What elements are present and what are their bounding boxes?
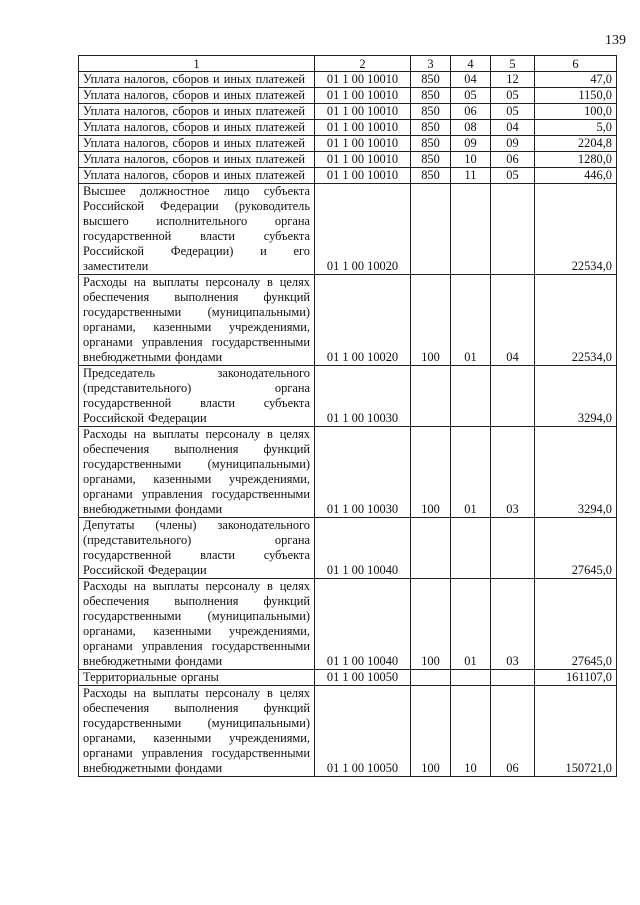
row-code: 01 1 00 10010 xyxy=(315,104,411,120)
row-name: Уплата налогов, сборов и иных платежей xyxy=(79,88,315,104)
budget-table xyxy=(78,55,617,777)
row-pr: 06 xyxy=(491,686,535,777)
row-code: 01 1 00 10010 xyxy=(315,120,411,136)
row-vr xyxy=(411,184,451,275)
row-sum: 27645,0 xyxy=(535,518,617,579)
row-vr: 850 xyxy=(411,152,451,168)
table-row xyxy=(79,120,617,136)
row-name: Расходы на выплаты персоналу в целях обеспечения выполнения функций государственными (муниципальными) органами, казенными учреждениями, органами управления государственными внебюджетными фондами xyxy=(79,427,315,518)
row-rz: 11 xyxy=(451,168,491,184)
row-rz: 01 xyxy=(451,579,491,670)
row-code: 01 1 00 10040 xyxy=(315,579,411,670)
row-code: 01 1 00 10010 xyxy=(315,88,411,104)
row-pr: 05 xyxy=(491,104,535,120)
row-rz: 09 xyxy=(451,136,491,152)
row-sum: 22534,0 xyxy=(535,275,617,366)
row-code: 01 1 00 10010 xyxy=(315,72,411,88)
header-col-3: 3 xyxy=(411,56,451,72)
row-rz: 08 xyxy=(451,120,491,136)
header-col-2: 2 xyxy=(315,56,411,72)
table-row xyxy=(79,427,617,518)
row-sum: 2204,8 xyxy=(535,136,617,152)
row-pr: 09 xyxy=(491,136,535,152)
row-name: Уплата налогов, сборов и иных платежей xyxy=(79,120,315,136)
row-code: 01 1 00 10050 xyxy=(315,670,411,686)
row-sum: 5,0 xyxy=(535,120,617,136)
row-code: 01 1 00 10030 xyxy=(315,427,411,518)
row-name: Уплата налогов, сборов и иных платежей xyxy=(79,168,315,184)
row-pr xyxy=(491,518,535,579)
row-vr: 100 xyxy=(411,686,451,777)
row-rz: 04 xyxy=(451,72,491,88)
row-vr xyxy=(411,518,451,579)
row-rz: 10 xyxy=(451,686,491,777)
row-name: Уплата налогов, сборов и иных платежей xyxy=(79,72,315,88)
row-sum: 22534,0 xyxy=(535,184,617,275)
row-code: 01 1 00 10010 xyxy=(315,136,411,152)
table-row xyxy=(79,366,617,427)
row-vr xyxy=(411,366,451,427)
table-row xyxy=(79,579,617,670)
row-rz: 05 xyxy=(451,88,491,104)
row-vr: 100 xyxy=(411,427,451,518)
row-pr: 05 xyxy=(491,168,535,184)
row-vr: 850 xyxy=(411,120,451,136)
row-code: 01 1 00 10050 xyxy=(315,686,411,777)
row-vr: 850 xyxy=(411,168,451,184)
row-name: Уплата налогов, сборов и иных платежей xyxy=(79,104,315,120)
row-rz xyxy=(451,184,491,275)
row-code: 01 1 00 10020 xyxy=(315,275,411,366)
table-row xyxy=(79,168,617,184)
row-code: 01 1 00 10020 xyxy=(315,184,411,275)
row-name: Уплата налогов, сборов и иных платежей xyxy=(79,136,315,152)
table-row xyxy=(79,686,617,777)
row-sum: 47,0 xyxy=(535,72,617,88)
table-row xyxy=(79,275,617,366)
row-name: Расходы на выплаты персоналу в целях обеспечения выполнения функций государственными (муниципальными) органами, казенными учреждениями, органами управления государственными внебюджетными фондами xyxy=(79,579,315,670)
row-pr: 03 xyxy=(491,579,535,670)
row-sum: 27645,0 xyxy=(535,579,617,670)
row-pr: 05 xyxy=(491,88,535,104)
row-name: Расходы на выплаты персоналу в целях обеспечения выполнения функций государственными (муниципальными) органами, казенными учреждениями, органами управления государственными внебюджетными фондами xyxy=(79,275,315,366)
row-sum: 1280,0 xyxy=(535,152,617,168)
table-row xyxy=(79,670,617,686)
row-rz: 06 xyxy=(451,104,491,120)
row-pr: 04 xyxy=(491,275,535,366)
header-col-4: 4 xyxy=(451,56,491,72)
row-sum: 150721,0 xyxy=(535,686,617,777)
row-vr xyxy=(411,670,451,686)
table-row xyxy=(79,184,617,275)
row-name: Расходы на выплаты персоналу в целях обеспечения выполнения функций государственными (муниципальными) органами, казенными учреждениями, органами управления государственными внебюджетными фондами xyxy=(79,686,315,777)
table-row xyxy=(79,518,617,579)
row-rz: 01 xyxy=(451,275,491,366)
row-vr: 850 xyxy=(411,72,451,88)
row-name: Уплата налогов, сборов и иных платежей xyxy=(79,152,315,168)
row-sum: 1150,0 xyxy=(535,88,617,104)
header-col-6: 6 xyxy=(535,56,617,72)
row-vr: 850 xyxy=(411,104,451,120)
row-vr: 100 xyxy=(411,275,451,366)
row-code: 01 1 00 10030 xyxy=(315,366,411,427)
row-pr: 06 xyxy=(491,152,535,168)
row-pr xyxy=(491,366,535,427)
page-number: 139 xyxy=(605,33,626,48)
row-rz xyxy=(451,518,491,579)
row-sum: 446,0 xyxy=(535,168,617,184)
row-pr: 03 xyxy=(491,427,535,518)
table-row xyxy=(79,136,617,152)
row-vr: 850 xyxy=(411,136,451,152)
row-sum: 3294,0 xyxy=(535,366,617,427)
row-rz xyxy=(451,670,491,686)
row-code: 01 1 00 10010 xyxy=(315,168,411,184)
row-rz: 01 xyxy=(451,427,491,518)
row-pr xyxy=(491,184,535,275)
header-col-1: 1 xyxy=(79,56,315,72)
row-pr: 04 xyxy=(491,120,535,136)
row-sum: 3294,0 xyxy=(535,427,617,518)
row-code: 01 1 00 10040 xyxy=(315,518,411,579)
row-pr xyxy=(491,670,535,686)
row-pr: 12 xyxy=(491,72,535,88)
row-code: 01 1 00 10010 xyxy=(315,152,411,168)
table-row xyxy=(79,88,617,104)
row-rz xyxy=(451,366,491,427)
row-name: Председатель законодательного (представительного) органа государственной власти субъекта Российской Федерации xyxy=(79,366,315,427)
row-vr: 100 xyxy=(411,579,451,670)
row-sum: 161107,0 xyxy=(535,670,617,686)
row-vr: 850 xyxy=(411,88,451,104)
row-sum: 100,0 xyxy=(535,104,617,120)
row-name: Высшее должностное лицо субъекта Российской Федерации (руководитель высшего исполнительного органа государственной власти субъекта Российской Федерации) и его заместители xyxy=(79,184,315,275)
header-row xyxy=(79,56,617,72)
row-name: Депутаты (члены) законодательного (представительного) органа государственной власти субъекта Российской Федерации xyxy=(79,518,315,579)
table-row xyxy=(79,72,617,88)
header-col-5: 5 xyxy=(491,56,535,72)
table-row xyxy=(79,104,617,120)
row-name: Территориальные органы xyxy=(79,670,315,686)
row-rz: 10 xyxy=(451,152,491,168)
table-row xyxy=(79,152,617,168)
